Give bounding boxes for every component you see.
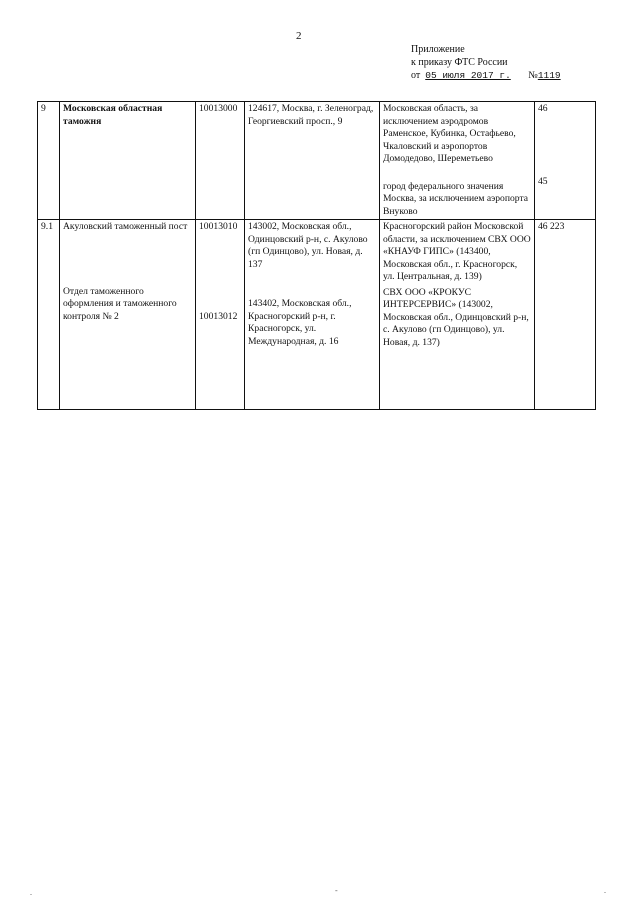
table-row bbox=[38, 102, 596, 220]
scan-speck: . bbox=[30, 888, 32, 897]
scan-speck: . bbox=[604, 886, 606, 895]
okato-code: 46 223 bbox=[538, 221, 565, 232]
appendix-title: Приложение bbox=[411, 44, 465, 55]
row-number: 9 bbox=[38, 102, 60, 220]
post-name: Отдел таможенного оформления и таможенного контроля № 2 bbox=[63, 285, 177, 322]
competence-region bbox=[380, 102, 535, 220]
okato-code: 46 bbox=[538, 103, 548, 114]
competence-region bbox=[380, 220, 535, 410]
region-entry: СВХ ООО «КРОКУС ИНТЕРСЕРВИС» (143002, Московская обл., Одинцовский р-н, с. Акулово (гп Одинцово), ул. Новая, д. 137) bbox=[383, 286, 529, 348]
order-date: 05 июля 2017 г. bbox=[425, 70, 511, 81]
okato-codes bbox=[535, 220, 596, 410]
post-address: 143402, Московская обл., Красногорский р-н, г. Красногорск, ул. Международная, д. 16 bbox=[248, 298, 352, 347]
region-entry: город федерального значения Москва, за исключением аэропорта Внуково bbox=[383, 180, 529, 217]
okato-code: 45 bbox=[538, 175, 548, 187]
okato-codes bbox=[535, 102, 596, 220]
customs-table bbox=[37, 101, 596, 410]
number-prefix: № bbox=[528, 70, 538, 81]
appendix-header bbox=[411, 43, 561, 82]
customs-code bbox=[196, 220, 245, 410]
post-code: 10013010 bbox=[199, 221, 238, 232]
page-number: 2 bbox=[296, 30, 302, 42]
customs-name bbox=[60, 220, 196, 410]
post-name: Акуловский таможенный пост bbox=[63, 221, 188, 232]
customs-code: 10013000 bbox=[196, 102, 245, 220]
region-entry: Красногорский район Московской области, за исключением СВХ ООО «КНАУФ ГИПС» (143400, Московская обл., г. Красногорск, ул. Центральная, д. 139) bbox=[383, 221, 531, 282]
region-entry: Московская область, за исключением аэродромов Раменское, Кубинка, Остафьево, Чкаловский и аэропортов Домодедово, Шереметьево bbox=[383, 103, 516, 164]
order-number: 1119 bbox=[537, 70, 561, 81]
customs-name: Московская областная таможня bbox=[60, 102, 196, 220]
date-prefix: от bbox=[411, 70, 421, 81]
post-code: 10013012 bbox=[199, 310, 238, 322]
post-address: 143002, Московская обл., Одинцовский р-н, с. Акулово (гп Одинцово), ул. Новая, д. 137 bbox=[248, 221, 368, 270]
customs-address: 124617, Москва, г. Зеленоград, Георгиевский просп., 9 bbox=[245, 102, 380, 220]
row-number: 9.1 bbox=[38, 220, 60, 410]
scan-speck: - bbox=[335, 886, 338, 895]
appendix-date-line bbox=[411, 69, 561, 82]
table-row bbox=[38, 220, 596, 410]
appendix-order-ref: к приказу ФТС России bbox=[411, 57, 508, 68]
customs-address bbox=[245, 220, 380, 410]
